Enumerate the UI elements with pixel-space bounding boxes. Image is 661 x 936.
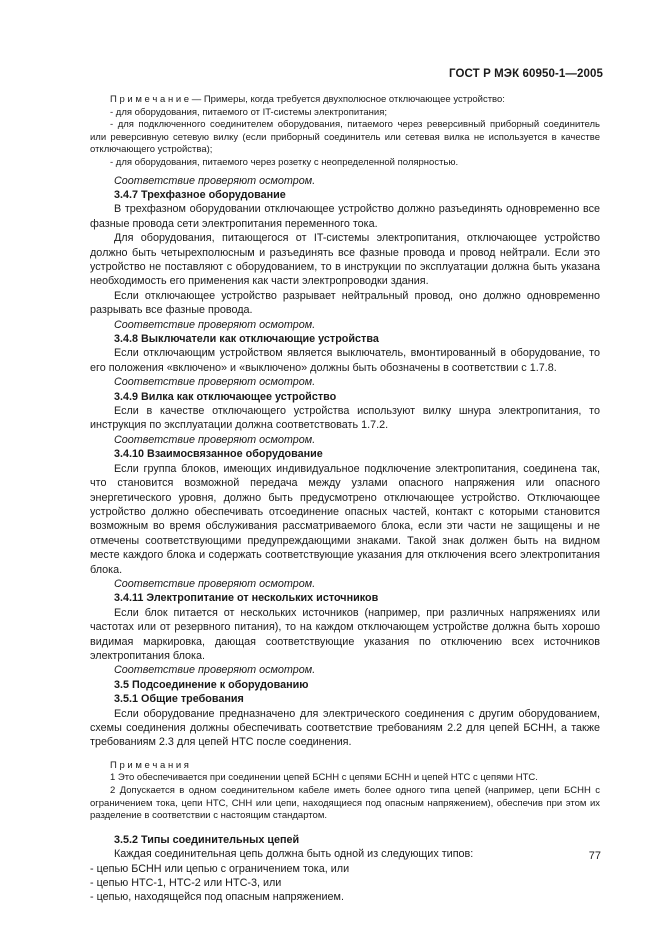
note-item: 1 Это обеспечивается при соединении цепей БСНН с цепями БСНН и цепей НТС с цепями НТС. [110,772,538,784]
page-content [90,94,600,905]
paragraph: Каждая соединительная цепь должна быть одной из следующих типов: [114,848,474,861]
list-item: - цепью НТС-1, НТС-2 или НТС-3, или [90,877,282,889]
section-heading-3-5: 3.5 Подсоединение к оборудованию [114,678,309,691]
list-item: - цепью БСНН или цепью с ограничением тока, или [90,862,350,875]
section-heading-3-4-10: 3.4.10 Взаимосвязанное оборудование [114,448,323,461]
section-heading-3-4-9: 3.4.9 Вилка как отключающее устройство [114,390,337,403]
compliance-note: Соответствие проверяют осмотром. [114,318,316,331]
notes-label: П р и м е ч а н и я [110,759,189,771]
compliance-note: Соответствие проверяют осмотром. [114,577,316,590]
list-item: - цепью, находящейся под опасным напряжением. [90,891,344,904]
paragraph: В трехфазном оборудовании отключающее устройство должно разъединять одновременно все фазные провода сети электропитания переменного тока. [90,203,600,230]
paragraph: Если группа блоков, имеющих индивидуальное подключение электропитания, соединена так, что становится возможной передача между узлами опасного напряжения или опасного энергетического уровня, должно быть предусмотрено отключающее устройство. Отключающее устройство должно обеспечивать отсоединение опасных частей, контакт с которыми становится возможным во время обслуживания рассматриваемого блока, если эти части не защищены и не отмечены соответствующими предупреждающими знаками. Такой знак должен быть на видном месте каждого блока и содержать соответствующие указания для отключения всего электропитания блока. [90,462,600,576]
section-heading-3-4-7: 3.4.7 Трехфазное оборудование [114,188,286,201]
section-heading-3-4-11: 3.4.11 Электропитание от нескольких источников [114,592,379,605]
paragraph: Если отключающее устройство разрывает нейтральный провод, оно должно одновременно разрывать все фазные провода. [90,289,600,317]
paragraph: Если блок питается от нескольких источников (например, при различных напряжениях или частотах или от резервного питания), то на каждом отключающем устройстве должна быть хорошо видимая маркировка, дающая соответствующие указания по отключению всех источников электропитания блока. [90,606,600,662]
document-header: ГОСТ Р МЭК 60950-1—2005 [449,68,603,80]
section-heading-3-5-2: 3.5.2 Типы соединительных цепей [114,833,300,846]
note-item: 2 Допускается в одном соединительном кабеле иметь более одного типа цепей (например, цепи БСНН с ограничением тока, цепи НТС, СНН или цепи, находящиеся под опасным напряжением), обеспечив при этом их разделение в соответствии с настоящим стандартом. [90,785,600,822]
note-item: - для оборудования, питаемого от IT-системы электропитания; [110,106,388,118]
section-heading-3-4-8: 3.4.8 Выключатели как отключающие устройства [114,333,379,346]
note-text: — Примеры, когда требуется двухполюсное отключающее устройство: [189,94,505,105]
page-number: 77 [588,850,601,862]
note-label: П р и м е ч а н и е [110,94,190,105]
paragraph: Если в качестве отключающего устройства используют вилку шнура электропитания, то инструкция по эксплуатации должна соответствовать 1.7.2. [90,405,600,432]
note-item: - для оборудования, питаемого через розетку с неопределенной полярностью. [110,156,459,168]
paragraph: Для оборудования, питающегося от IT-системы электропитания, отключающее устройство должно быть четырехполюсным и разъединять все фазные провода и провод нейтрали. Если это устройство не поставляют с оборудованием, то в инструкции по эксплуатации должна быть указана необходимость его применения как части электропроводки здания. [90,232,600,288]
section-heading-3-5-1: 3.5.1 Общие требования [114,693,244,706]
paragraph: Если оборудование предназначено для электрического соединения с другим оборудованием, схемы соединения должны обеспечивать соответствие требованиям 2.2 для цепей БСНН, а также требованиям 2.3 для цепей НТС после соединения. [90,707,600,749]
paragraph: Если отключающим устройством является выключатель, вмонтированный в оборудование, то его положения «включено» и «выключено» должны быть обозначены в соответствии с 1.7.8. [90,347,600,374]
note-item: - для подключенного соединителем оборудования, питаемого через реверсивный приборный соединитель или реверсивную сетевую вилку (если приборный соединитель или сетевая вилка не используется в качестве отключающего устройства); [90,119,600,156]
compliance-note: Соответствие проверяют осмотром. [114,433,316,446]
compliance-note: Соответствие проверяют осмотром. [114,664,316,677]
compliance-note: Соответствие проверяют осмотром. [114,376,316,389]
note-intro [90,94,600,107]
compliance-note: Соответствие проверяют осмотром. [114,174,316,187]
